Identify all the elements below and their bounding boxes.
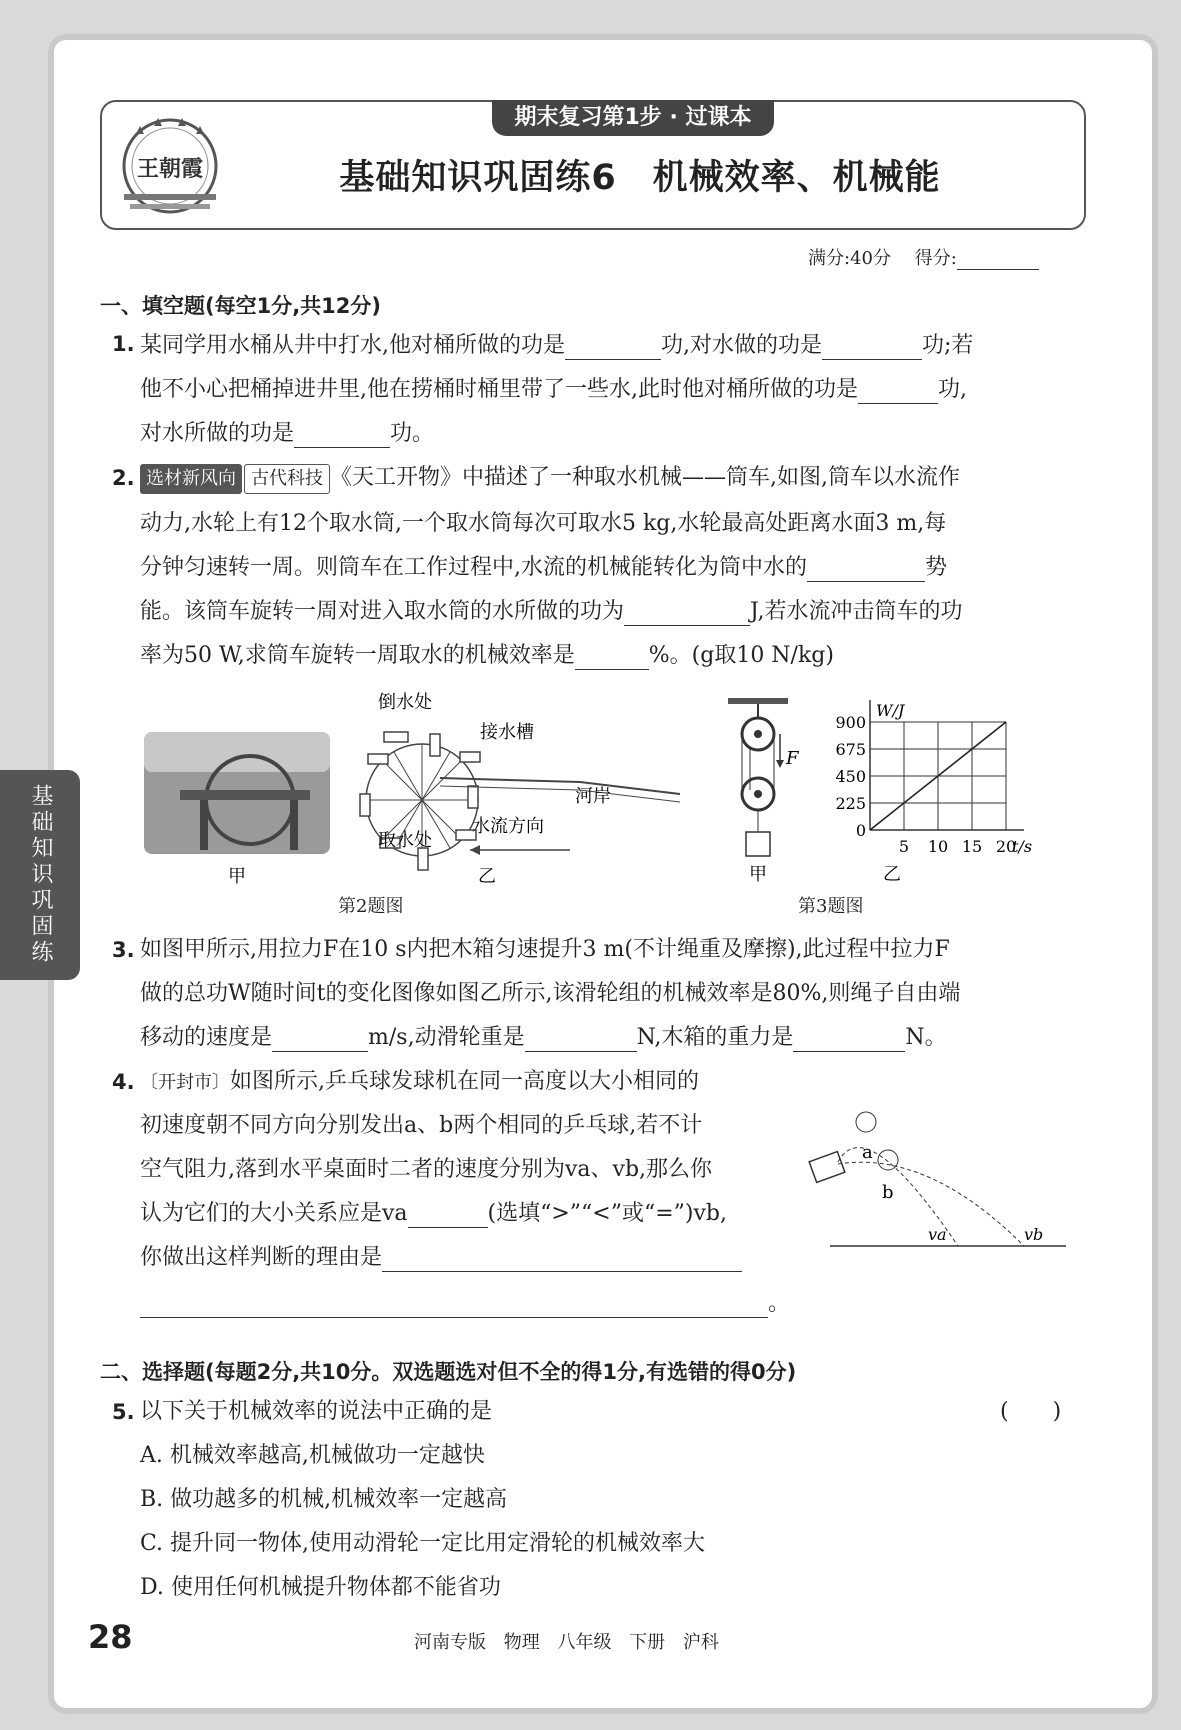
q4-line-6: 。 xyxy=(140,1290,790,1318)
ball-b xyxy=(878,1150,898,1170)
q5-option-c[interactable]: C. 提升同一物体,使用动滑轮一定比用定滑轮的机械效率大 xyxy=(140,1531,706,1556)
label-flow: 水流方向 xyxy=(472,816,544,837)
q2-number: 2. xyxy=(112,466,135,490)
q2-line-5: 率为50 W,求筒车旋转一周取水的机械效率是 %。(g取10 N/kg) xyxy=(140,643,834,668)
q5-option-a[interactable]: A. 机械效率越高,机械做功一定越快 xyxy=(140,1443,485,1468)
page-number: 28 xyxy=(88,1618,133,1656)
q4-line-1: 〔开封市〕如图所示,乒乓球发球机在同一高度以大小相同的 xyxy=(140,1069,699,1094)
side-tab: 基础知识巩固练 xyxy=(0,770,80,980)
label-bank: 河岸 xyxy=(575,786,611,807)
publisher-logo xyxy=(110,106,230,218)
q1-blank-4[interactable] xyxy=(294,425,390,448)
q2-line-4: 能。该筒车旋转一周对进入取水筒的水所做的功为 J,若水流冲击筒车的功 xyxy=(140,599,963,624)
ball-a xyxy=(856,1112,876,1132)
q2-blank-2[interactable] xyxy=(624,603,750,626)
label-b: b xyxy=(882,1182,894,1203)
q3-line-1: 如图甲所示,用拉力F在10 s内把木箱匀速提升3 m(不计绳重及摩擦),此过程中拉力F xyxy=(140,937,950,962)
q2-blank-3[interactable] xyxy=(575,647,649,670)
q2-line-1: 选材新风向 古代科技 《天工开物》中描述了一种取水机械——筒车,如图,筒车以水流作 xyxy=(140,464,960,494)
work-time-chart xyxy=(835,700,1032,856)
section-2-heading: 二、选择题(每题2分,共10分。双选题选对但不全的得1分,有选错的得0分) xyxy=(100,1360,797,1384)
q5-option-d[interactable]: D. 使用任何机械提升物体都不能省功 xyxy=(140,1575,501,1600)
label-a: a xyxy=(862,1142,873,1163)
serve-machine xyxy=(809,1152,845,1183)
q2-blank-1[interactable] xyxy=(807,559,925,582)
figure-2 xyxy=(140,690,680,890)
x-tick-label: 20 xyxy=(995,837,1017,856)
q1-line-3: 对水所做的功是 功。 xyxy=(140,421,435,446)
figure-3 xyxy=(720,690,1040,890)
fig2-yi: 乙 xyxy=(478,866,496,887)
label-va: va xyxy=(928,1225,947,1244)
q4-blank-2[interactable] xyxy=(382,1249,742,1272)
force-label: F xyxy=(786,748,799,769)
score-line xyxy=(808,244,1039,270)
x-tick-label: 10 xyxy=(927,837,949,856)
figure-4 xyxy=(808,1110,1072,1258)
q1-blank-2[interactable] xyxy=(822,337,922,360)
fig3-yi: 乙 xyxy=(883,864,901,885)
ceiling xyxy=(728,698,788,704)
q4-tag: 〔开封市〕 xyxy=(140,1072,230,1093)
q1-line-1: 某同学用水桶从井中打水,他对桶所做的功是 功,对水做的功是 功;若 xyxy=(140,333,974,358)
q1-blank-1[interactable] xyxy=(565,337,661,360)
y-axis-label: W/J xyxy=(876,701,905,720)
fig3-jia: 甲 xyxy=(749,864,767,885)
label-pour: 倒水处 xyxy=(378,692,432,713)
q5-option-b[interactable]: B. 做功越多的机械,机械效率一定越高 xyxy=(140,1487,508,1512)
q4-line-5: 你做出这样判断的理由是 xyxy=(140,1244,742,1272)
step-tab: 期末复习第1步 · 过课本 xyxy=(492,100,774,136)
q3-blank-3[interactable] xyxy=(793,1029,905,1052)
label-trough: 接水槽 xyxy=(480,722,534,743)
page-title: 基础知识巩固练6 机械效率、机械能 xyxy=(339,158,941,198)
fig3-caption: 第3题图 xyxy=(798,896,864,917)
label-take: 取水处 xyxy=(378,830,432,851)
footer-text: 河南专版 物理 八年级 下册 沪科 xyxy=(414,1632,719,1653)
x-tick-label: 5 xyxy=(898,837,910,856)
full-score: 满分:40分 xyxy=(808,248,891,269)
section-1-heading: 一、填空题(每空1分,共12分) xyxy=(100,294,382,318)
q4-line-2: 初速度朝不同方向分别发出a、b两个相同的乒乓球,若不计 xyxy=(140,1113,703,1138)
q4-blank-3[interactable] xyxy=(140,1295,768,1318)
y-tick-label: 450 xyxy=(835,767,866,786)
score-blank[interactable] xyxy=(957,251,1039,270)
q2-line-3: 分钟匀速转一周。则筒车在工作过程中,水流的机械能转化为筒中水的 势 xyxy=(140,555,948,580)
force-arrow xyxy=(776,760,784,768)
q2-tag-new: 选材新风向 xyxy=(140,464,242,494)
q4-number: 4. xyxy=(112,1070,135,1094)
x-axis-label: t/s xyxy=(1012,837,1033,856)
score-label: 得分: xyxy=(914,248,957,269)
x-tick-label: 15 xyxy=(961,837,983,856)
q3-blank-2[interactable] xyxy=(525,1029,637,1052)
q5-number: 5. xyxy=(112,1400,135,1424)
q5-answer-paren[interactable]: ( ) xyxy=(1000,1399,1062,1424)
q1-line-2: 他不小心把桶掉进井里,他在捞桶时桶里带了一些水,此时他对桶所做的功是 功, xyxy=(140,377,967,402)
q2-tag-tech: 古代科技 xyxy=(244,464,330,494)
y-tick-label: 900 xyxy=(835,713,866,732)
fig2-caption: 第2题图 xyxy=(338,896,404,917)
q1-number: 1. xyxy=(112,332,135,356)
q3-line-2: 做的总功W随时间t的变化图像如图乙所示,该滑轮组的机械效率是80%,则绳子自由端 xyxy=(140,981,961,1006)
q4-blank-1[interactable] xyxy=(408,1205,488,1228)
q4-line-3: 空气阻力,落到水平桌面时二者的速度分别为va、vb,那么你 xyxy=(140,1157,713,1182)
q4-line-4: 认为它们的大小关系应是va (选填“>”“<”或“=”)vb, xyxy=(140,1201,728,1226)
q2-line-2: 动力,水轮上有12个取水筒,一个取水筒每次可取水5 kg,水轮最高处距离水面3 m,每 xyxy=(140,511,947,536)
y-tick-label: 675 xyxy=(835,740,866,759)
q3-blank-1[interactable] xyxy=(272,1029,368,1052)
fig2-jia: 甲 xyxy=(228,866,246,887)
y-tick-label: 0 xyxy=(855,821,866,840)
wooden-box xyxy=(746,832,770,856)
q5-stem: 以下关于机械效率的说法中正确的是 xyxy=(140,1399,493,1424)
label-vb: vb xyxy=(1024,1225,1044,1244)
y-tick-label: 225 xyxy=(835,794,866,813)
q1-blank-3[interactable] xyxy=(858,381,938,404)
q3-number: 3. xyxy=(112,938,135,962)
logo-text: 王朝霞 xyxy=(136,156,204,182)
q3-line-3: 移动的速度是 m/s,动滑轮重是 N,木箱的重力是 N。 xyxy=(140,1025,947,1050)
